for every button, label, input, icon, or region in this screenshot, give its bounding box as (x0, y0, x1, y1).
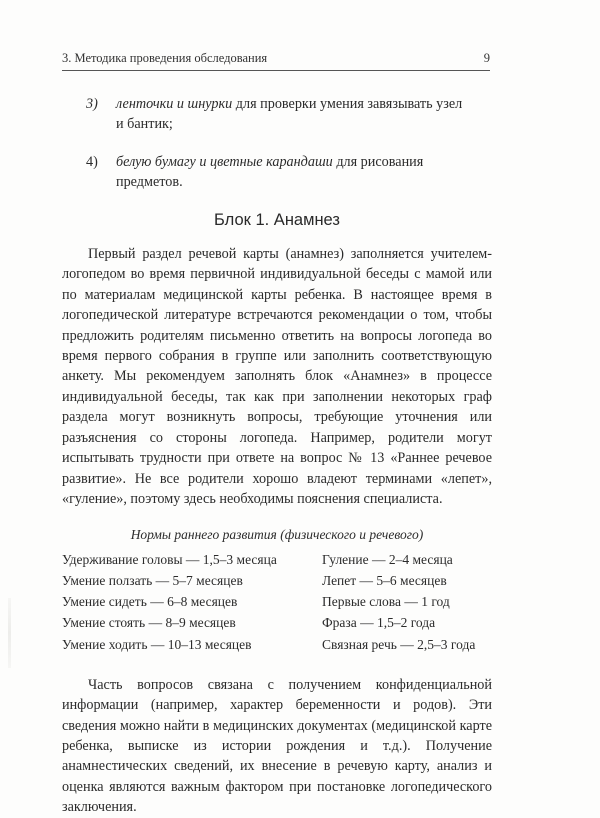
list-item-text (116, 94, 492, 135)
list-item-rest: для проверки умения завязывать узел (232, 96, 463, 112)
norms-physical-column (62, 549, 312, 655)
norm-row: Лепет — 5–6 месяцев (322, 572, 447, 588)
norm-row: Фраза — 1,5–2 года (322, 615, 436, 631)
paragraph: Первый раздел речевой карты (анамнез) заполняется учителем-логопедом во время первичной индивидуальной беседы с мамой или по материалам медицинской карты ребенка. В настоящее время в логопедической литературе встречаются рекомендации о том, чтобы предложить родителям письменно ответить на вопросы логопеда во время первого собрания в группе или заполнить соответствующую анкету. Мы рекомендуем заполнять блок «Анамнез» в процессе индивидуальной беседы, так как при заполнении некоторых граф раздела могут возникнуть вопросы, требующие уточнения или разъяснения со стороны логопеда. Например, родители могут испытывать трудности при ответе на вопрос № 13 «Раннее речевое развитие». Не все родители хорошо владеют терминами «лепет», «гуление», поэтому здесь необходимы пояснения специалиста. (62, 246, 492, 507)
list-item-term: ленточки и шнурки (116, 96, 233, 112)
norm-row: Умение стоять — 8–9 месяцев (62, 615, 236, 631)
norm-row: Умение ходить — 10–13 месяцев (62, 636, 252, 652)
list-item (62, 94, 492, 135)
norm-row: Умение ползать — 5–7 месяцев (62, 572, 243, 588)
section-heading: Блок 1. Анамнез (214, 210, 340, 229)
scan-edge-mark (8, 598, 11, 668)
norms-title: Нормы раннего развития (физического и речевого) (130, 527, 424, 543)
list-item-text (116, 152, 492, 193)
header-rule (62, 70, 490, 71)
page-number: 9 (483, 51, 490, 65)
norm-row: Гуление — 2–4 месяца (322, 551, 453, 567)
norm-row: Первые слова — 1 год (322, 594, 450, 610)
list-item-number: 3) (86, 96, 98, 112)
list-item (62, 152, 492, 193)
list-item-rest: для рисования предметов. (116, 153, 424, 191)
list-item-rest-cont: и бантик; (116, 116, 173, 133)
list-item-number: 4) (86, 153, 98, 170)
norms-speech-column (322, 549, 492, 655)
page-content (62, 94, 492, 818)
norm-row: Удерживание головы — 1,5–3 месяца (62, 551, 277, 567)
running-header (62, 51, 490, 66)
norm-row: Связная речь — 2,5–3 года (322, 636, 476, 652)
paragraph: Часть вопросов связана с получением конфиденциальной информации (например, характер беременности и родов). Эти сведения можно найти в медицинских документах (медицинской карте ребенка, выписке из истории рождения и т.д.). Получение анамнестических сведений, их внесение в речевую карту, анализ и оценка являются важным фактором при постановке логопедического заключения. (62, 676, 492, 816)
chapter-title: 3. Методика проведения обследования (62, 51, 268, 65)
list-item-term: белую бумагу и цветные карандаши (116, 153, 333, 170)
norms-table (62, 549, 492, 655)
norm-row: Умение сидеть — 6–8 месяцев (62, 594, 238, 610)
